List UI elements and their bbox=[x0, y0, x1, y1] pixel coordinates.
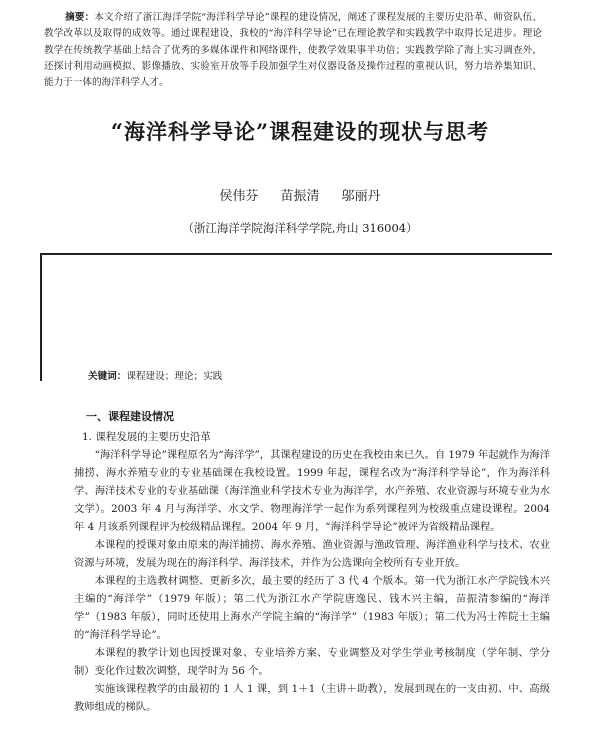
affiliation: （浙江海洋学院海洋科学学院,舟山 316004） bbox=[182, 221, 418, 235]
abstract-frame bbox=[40, 253, 552, 385]
abstract-label: 摘要： bbox=[65, 12, 95, 23]
keywords-label: 关键词： bbox=[88, 371, 127, 382]
paragraph: 实施该课程教学的由最初的 1 人 1 课，到 1＋1（主讲＋助教），发展到现在的一支由初、中、高级教师组成的梯队。 bbox=[74, 683, 550, 713]
keywords-text: 课程建设；理论；实践 bbox=[126, 371, 223, 382]
section-heading: 一、课程建设情况 bbox=[86, 410, 174, 423]
authors: 侯伟芬 苗振清 邬丽丹 bbox=[219, 189, 381, 204]
subsection-heading: 1. 课程发展的主要历史沿革 bbox=[82, 431, 211, 443]
abstract bbox=[44, 10, 542, 91]
paper-title: “海洋科学导论”课程建设的现状与思考 bbox=[110, 119, 490, 144]
paragraph: “海洋科学导论”课程原名为“海洋学”，其课程建设的历史在我校由来已久。自 1979 年起就作为海洋捕捞、海水养殖专业的专业基础课在我校设置。1999 年起，课程名改为“海洋科学导论”，作为海洋科学、海洋技术专业的专业基础课（海洋渔业科学技术专业为海洋学，水产养殖、农业资源与环境专业为水文学）。2003 年 4 月与海洋学、水文学、物理海洋学一起作为系列课程列为校级重点建设课程。2004 年 4 月该系列课程评为校级精品课程。2004 年 9 月，“海洋科学导论”被评为省级精品课程。 bbox=[74, 449, 550, 533]
paragraph: 本课程的授课对象由原来的海洋捕捞、海水养殖、渔业资源与渔政管理、海洋渔业科学与技术、农业资源与环境，发展为现在的海洋科学、海洋技术，并作为公选课向全校所有专业开放。 bbox=[74, 539, 550, 569]
body-text bbox=[74, 446, 550, 716]
abstract-left-rule bbox=[40, 253, 42, 381]
paragraph: 本课程的主选教材调整、更新多次，最主要的经历了 3 代 4 个版本。第一代为浙江水产学院钱木兴主编的“海洋学”（1979 年版）；第二代为浙江水产学院唐逸民、钱木兴主编，苗振清参编的“海洋学”（1983 年版），同时还使用上海水产学院主编的“海洋学”（1983 年版）；第二代为冯士筰院士主编的“海洋科学导论”。 bbox=[74, 575, 550, 641]
paragraph: 本课程的教学计划也因授课对象、专业培养方案、专业调整及对学生学业考核制度（学年制、学分制）变化作过数次调整，现学时为 56 个。 bbox=[74, 647, 550, 677]
keywords bbox=[88, 368, 222, 382]
abstract-top-rule bbox=[40, 253, 552, 255]
abstract-text: 本文介绍了浙江海洋学院“海洋科学导论”课程的建设情况，阐述了课程发展的主要历史沿革、师资队伍、教学改革以及取得的成效等。通过课程建设，我校的“海洋科学导论”已在理论教学和实践教学中取得长足进步。理论教学在传统教学基础上结合了优秀的多媒体课件和网络课件，使教学效果事半功倍；实践教学除了海上实习调查外，还探讨利用动画模拟、影像播放、实验室开放等手段加强学生对仪器设备及操作过程的重视认识，努力培养集知识、能力于一体的海洋科学人才。 bbox=[44, 12, 542, 89]
